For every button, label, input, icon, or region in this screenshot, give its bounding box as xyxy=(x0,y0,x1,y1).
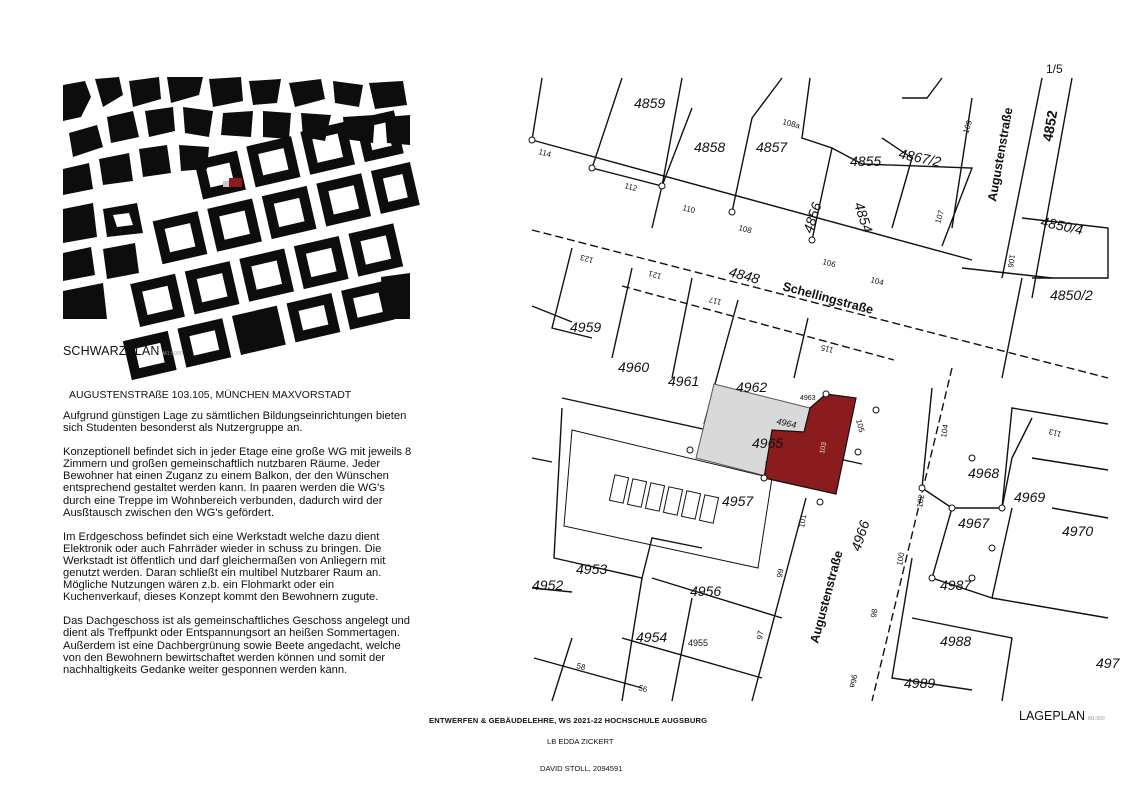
parcel-label: 4964 xyxy=(775,416,798,431)
parcel-label: 4956 xyxy=(690,583,722,599)
footer-lecturer: LB EDDA ZICKERT xyxy=(547,737,614,746)
house-number: 100 xyxy=(895,551,907,567)
parcel-label: 4850/2 xyxy=(1050,287,1093,303)
parcel-label: 4969 xyxy=(1014,489,1046,505)
house-number: 112 xyxy=(623,181,639,194)
house-number: 110 xyxy=(681,203,697,216)
description-paragraph: Das Dachgeschoss ist als gemeinschaftliches Geschoss angelegt und dient als Treffpunkt oder Entspannungsort an heißen Sommertagen. Außerdem ist eine Dachbergrünung sowie Beete angedacht, welche von den Bewohnern bewirtschaftet werden können und somit der nachhaltigkeits Gedanke weiter gesponnen werden kann. xyxy=(63,615,410,676)
house-number: 106 xyxy=(1005,253,1017,269)
house-number: 58 xyxy=(575,661,587,673)
parcel-label: 4856 xyxy=(799,200,825,235)
parcel-label: 4850/4 xyxy=(1039,213,1085,238)
street-label: Schellingstraße xyxy=(781,279,875,317)
parcel-label: 4858 xyxy=(694,139,726,155)
house-number: 96a xyxy=(847,673,859,689)
lageplan-map xyxy=(532,78,1120,701)
parcel-label: 4988 xyxy=(940,633,972,649)
house-number: 121 xyxy=(647,268,663,281)
house-number: 107 xyxy=(933,209,947,225)
description-paragraph: Konzeptionell befindet sich in jeder Etage eine große WG mit jeweils 8 Zimmern und großen gemeinschaftlich nutzbaren Räume. Jeder Bewohner hat einen Zuganz zu einem Balkon, der den Wünschen entsprechend gestaltet werden kann. In paaren werden die WG's durch eine Treppe im Wohnbereich verbunden, dadurch wird der Ausßtausch zwischen den WG's gefördert. xyxy=(63,446,412,519)
parcel-label: 4952 xyxy=(532,577,564,593)
parcel-label: 4859 xyxy=(634,95,666,111)
parcel-label: 4959 xyxy=(570,319,602,335)
schwarzplan-map xyxy=(63,77,410,319)
street-label: Augustenstraße xyxy=(807,549,846,645)
parcel-label: 4857 xyxy=(756,139,788,155)
parcel-label: 4954 xyxy=(636,629,668,645)
parcel-label: 4966 xyxy=(847,518,873,553)
parcel-label: 4867/2 xyxy=(897,145,943,170)
house-number: 117 xyxy=(707,294,723,307)
house-number: 108 xyxy=(737,223,753,236)
house-number: 104 xyxy=(869,275,885,288)
description-paragraph: Aufgrund günstigen Lage zu sämtlichen Bildungseinrichtungen bieten sich Studenten besonderst als Nutzergruppe an. xyxy=(63,410,407,435)
parcel-label: 4852 xyxy=(1039,109,1061,143)
site-marker xyxy=(229,178,242,187)
house-number: 115 xyxy=(819,342,835,355)
house-number: 114 xyxy=(537,147,553,160)
house-number: 101 xyxy=(797,513,809,529)
house-number: 56 xyxy=(637,683,649,695)
parcel-label: 4967 xyxy=(958,515,990,531)
house-number: 109 xyxy=(961,119,975,135)
parcel-label: 4963 xyxy=(800,395,816,402)
footer-author: DAVID STOLL, 2094591 xyxy=(540,764,623,773)
parcel-label: 4848 xyxy=(727,263,762,287)
house-number: 98 xyxy=(869,608,880,619)
parcel-label: 4962 xyxy=(736,379,768,395)
house-number: 123 xyxy=(579,252,595,265)
parcel-label: 497 xyxy=(1096,655,1120,671)
house-number: 106 xyxy=(821,257,837,270)
project-address: AUGUSTENSTRAßE 103.105, MÜNCHEN MAXVORSTADT xyxy=(69,389,352,401)
project-description xyxy=(63,410,413,688)
parcel-label: 4855 xyxy=(850,153,882,169)
parcel-label: 4961 xyxy=(668,373,700,389)
parcel-label: 4953 xyxy=(576,561,608,577)
parcel-label: 4970 xyxy=(1062,523,1094,539)
schwarzplan-title: SCHWARZPLAN M1:5000 xyxy=(63,344,183,358)
house-number: 104 xyxy=(939,423,951,439)
lageplan-scale: M1:500 xyxy=(1088,716,1105,722)
parcel-label: 4854 xyxy=(851,199,876,235)
house-number: 108a xyxy=(781,117,802,131)
house-number: 97 xyxy=(755,630,766,641)
parcel-label: 4987 xyxy=(940,577,972,593)
page-number: 1/5 xyxy=(1046,62,1063,76)
house-number: 105 xyxy=(854,418,867,434)
house-number: 99 xyxy=(775,568,786,579)
street-label: Augustenstraße xyxy=(985,106,1016,203)
description-paragraph: Im Erdgeschoss befindet sich eine Werkstadt welche dazu dient Elektronik oder auch Fahrräder wieder in schuss zu bringen. Die Werkstadt ist öffentlich und darf gleichermaßen von Anliegern mit genutzt werden. Daran schließt ein multibel Nutzbarer Raum an. Mögliche Nutzungen wären z.b. ein Flohmarkt oder ein Kuchenverkauf, dieses Konzept kommt den Bewohnern zugute. xyxy=(63,530,386,604)
house-number: 102 xyxy=(915,493,927,509)
house-number: 103 xyxy=(819,441,829,455)
house-number: 113 xyxy=(1047,426,1063,439)
footer-course: ENTWERFEN & GEBÄUDELEHRE, WS 2021-22 HOCHSCHULE AUGSBURG xyxy=(429,716,708,725)
parcel-label: 4968 xyxy=(968,465,1000,481)
parcel-label: 4957 xyxy=(722,493,754,509)
schwarzplan-scale: M1:5000 xyxy=(162,351,183,357)
parcel-label: 4989 xyxy=(904,675,936,691)
lageplan-title: LAGEPLAN M1:500 xyxy=(1019,709,1105,723)
parcel-label: 4955 xyxy=(688,638,709,648)
parcel-label: 4960 xyxy=(618,359,650,375)
parcel-label: 4965 xyxy=(752,435,784,451)
